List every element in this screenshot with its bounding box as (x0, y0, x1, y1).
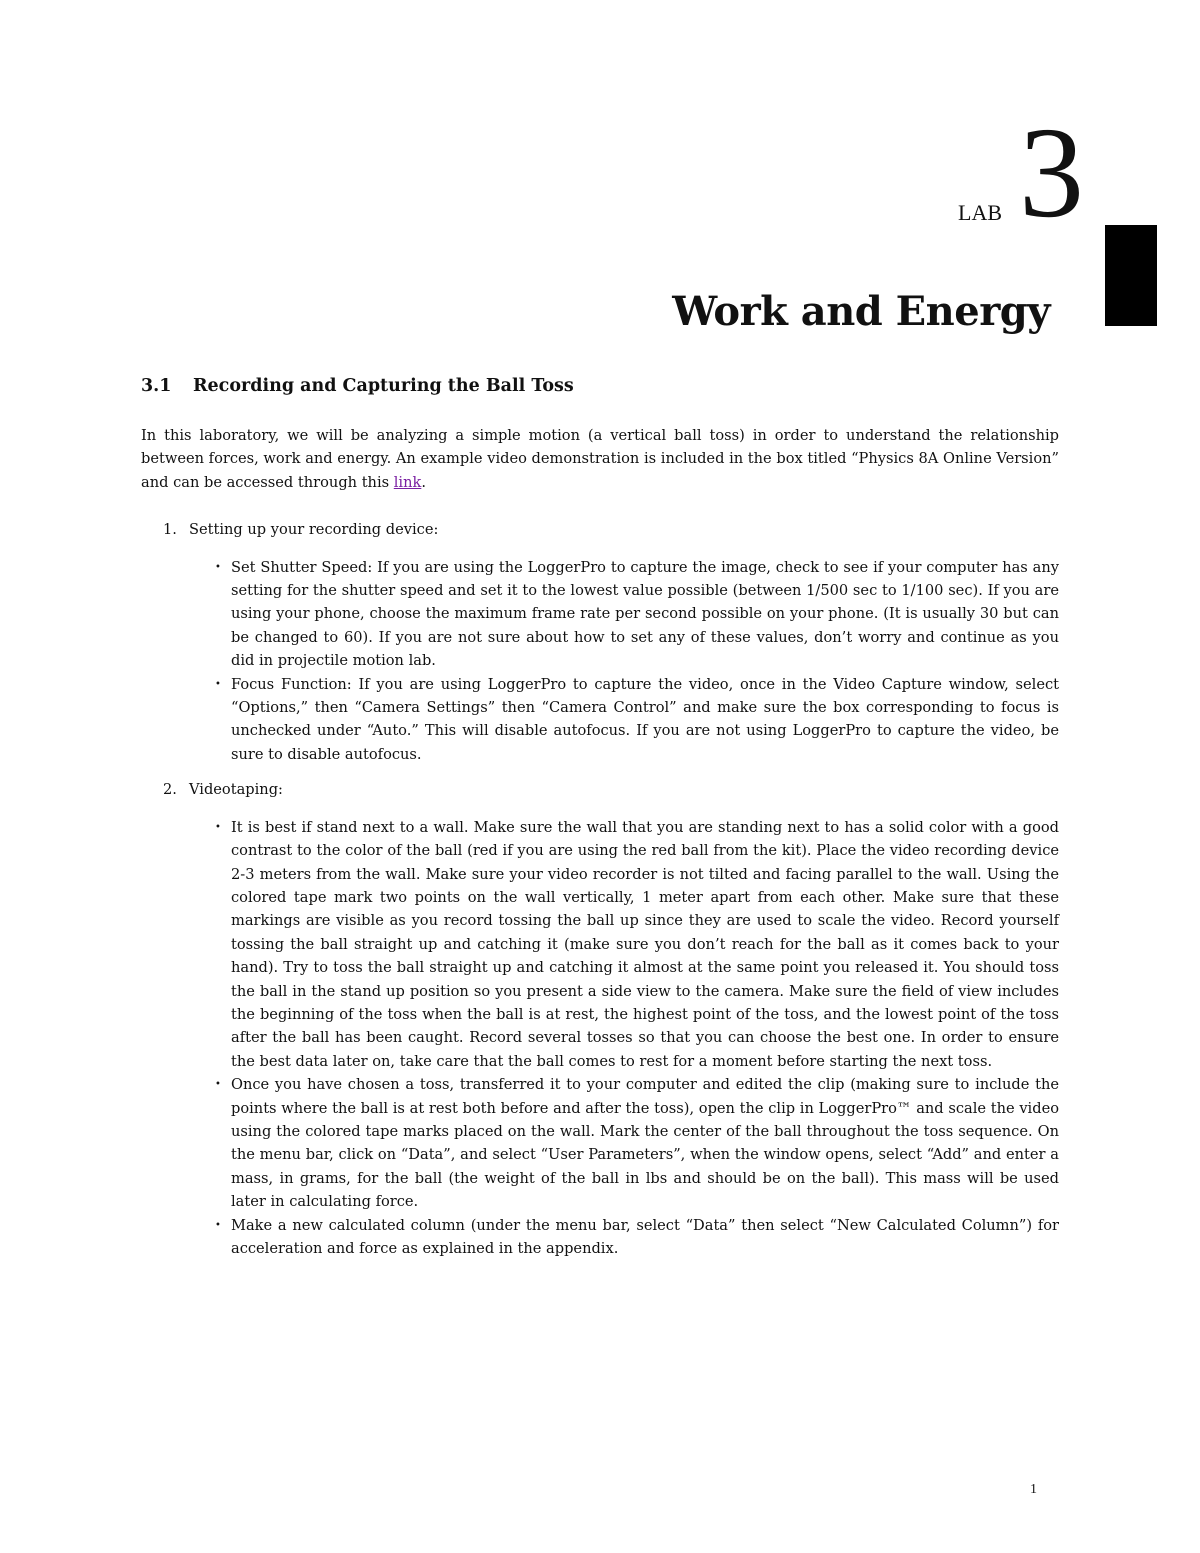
bullet-text: Set Shutter Speed: If you are using the LoggerPro to capture the image, check to see if your computer has any setting for the shutter speed and set it to the lowest value possible (between 1/500 sec to 1/100 sec). If you are using your phone, choose the maximum frame rate per second possible on your phone. (It is usually 30 but can be changed to 60). If you are not sure about how to set any of these values, don’t worry and continue as you did in projectile motion lab. (231, 558, 1059, 670)
chapter-thumb-tab (1105, 225, 1157, 326)
bullet-text: It is best if stand next to a wall. Make sure the wall that you are standing next to has a solid color with a good contrast to the color of the ball (red if you are using the red ball from the kit). Place the video recording device 2-3 meters from the wall. Make sure your video recorder is not tilted and facing parallel to the wall. Using the colored tape mark two points on the wall vertically, 1 meter apart from each other. Make sure that these markings are visible as you record tossing the ball up since they are used to scale the video. Record yourself tossing the ball straight up and catching it (make sure you don’t reach for the ball as it comes back to your hand). Try to toss the ball straight up and catching it almost at the same point you released it. You should toss the ball in the stand up position so you present a side view to the camera. Make sure the field of view includes the beginning of the toss when the ball is at rest, the highest point of the toss, and the lowest point of the toss after the ball has been caught. Record several tosses so that you can choose the best one. In order to ensure the best data later on, take care that the ball comes to rest for a moment before starting the next toss. (231, 818, 1059, 1070)
step-title: Videotaping: (189, 781, 283, 799)
bullet-text: Make a new calculated column (under the menu bar, select “Data” then select “New Calculated Column”) for acceleration and force as explained in the appendix. (231, 1216, 1059, 1257)
section-heading (141, 376, 574, 396)
intro-end: . (421, 473, 426, 491)
step-bullets (189, 556, 1059, 767)
bullet-item (215, 1073, 1059, 1213)
video-demo-link[interactable]: link (393, 473, 422, 491)
lab-word: LAB (958, 200, 1002, 225)
step-item (141, 778, 1059, 1260)
bullet-item (215, 673, 1059, 767)
bullet-item (215, 816, 1059, 1073)
bullet-icon: • (215, 561, 221, 573)
step-number: 2. (163, 781, 177, 799)
bullet-icon: • (215, 821, 221, 833)
bullet-item (215, 1214, 1059, 1261)
section-number: 3.1 (141, 376, 172, 396)
page-number: 1 (1030, 1482, 1037, 1497)
step-bullets (189, 816, 1059, 1261)
intro-text: In this laboratory, we will be analyzing a simple motion (a vertical ball toss) in order to understand the relationship between forces, work and energy. An example video demonstration is included in the box titled “Physics 8A Online Version” and can be accessed through this (141, 427, 1059, 491)
bullet-text: Once you have chosen a toss, transferred it to your computer and edited the clip (making sure to include the points where the ball is at rest both before and after the toss), open the clip in LoggerPro™ and scale the video using the colored tape marks placed on the wall. Mark the center of the ball throughout the toss sequence. On the menu bar, click on “Data”, and select “User Parameters”, when the window opens, select “Add” and enter a mass, in grams, for the ball (the weight of the ball in lbs and should be on the ball). This mass will be used later in calculating force. (231, 1076, 1059, 1211)
step-item (141, 518, 1059, 766)
bullet-item (215, 556, 1059, 673)
lab-number: 3 (1019, 101, 1084, 245)
bullet-icon: • (215, 1079, 221, 1091)
section-title: Recording and Capturing the Ball Toss (193, 376, 574, 396)
bullet-text: Focus Function: If you are using LoggerPro to capture the video, once in the Video Capture window, select “Options,” then “Camera Settings” then “Camera Control” and make sure the box corresponding to focus is unchecked under “Auto.” This will disable autofocus. If you are not using LoggerPro to capture the video, be sure to disable autofocus. (231, 675, 1059, 763)
step-title: Setting up your recording device: (189, 521, 439, 539)
document-body (141, 424, 1059, 1272)
steps-list (141, 518, 1059, 1260)
intro-paragraph (141, 424, 1059, 494)
step-number: 1. (163, 521, 177, 539)
bullet-icon: • (215, 1219, 221, 1231)
chapter-title: Work and Energy (672, 288, 1050, 335)
bullet-icon: • (215, 678, 221, 690)
